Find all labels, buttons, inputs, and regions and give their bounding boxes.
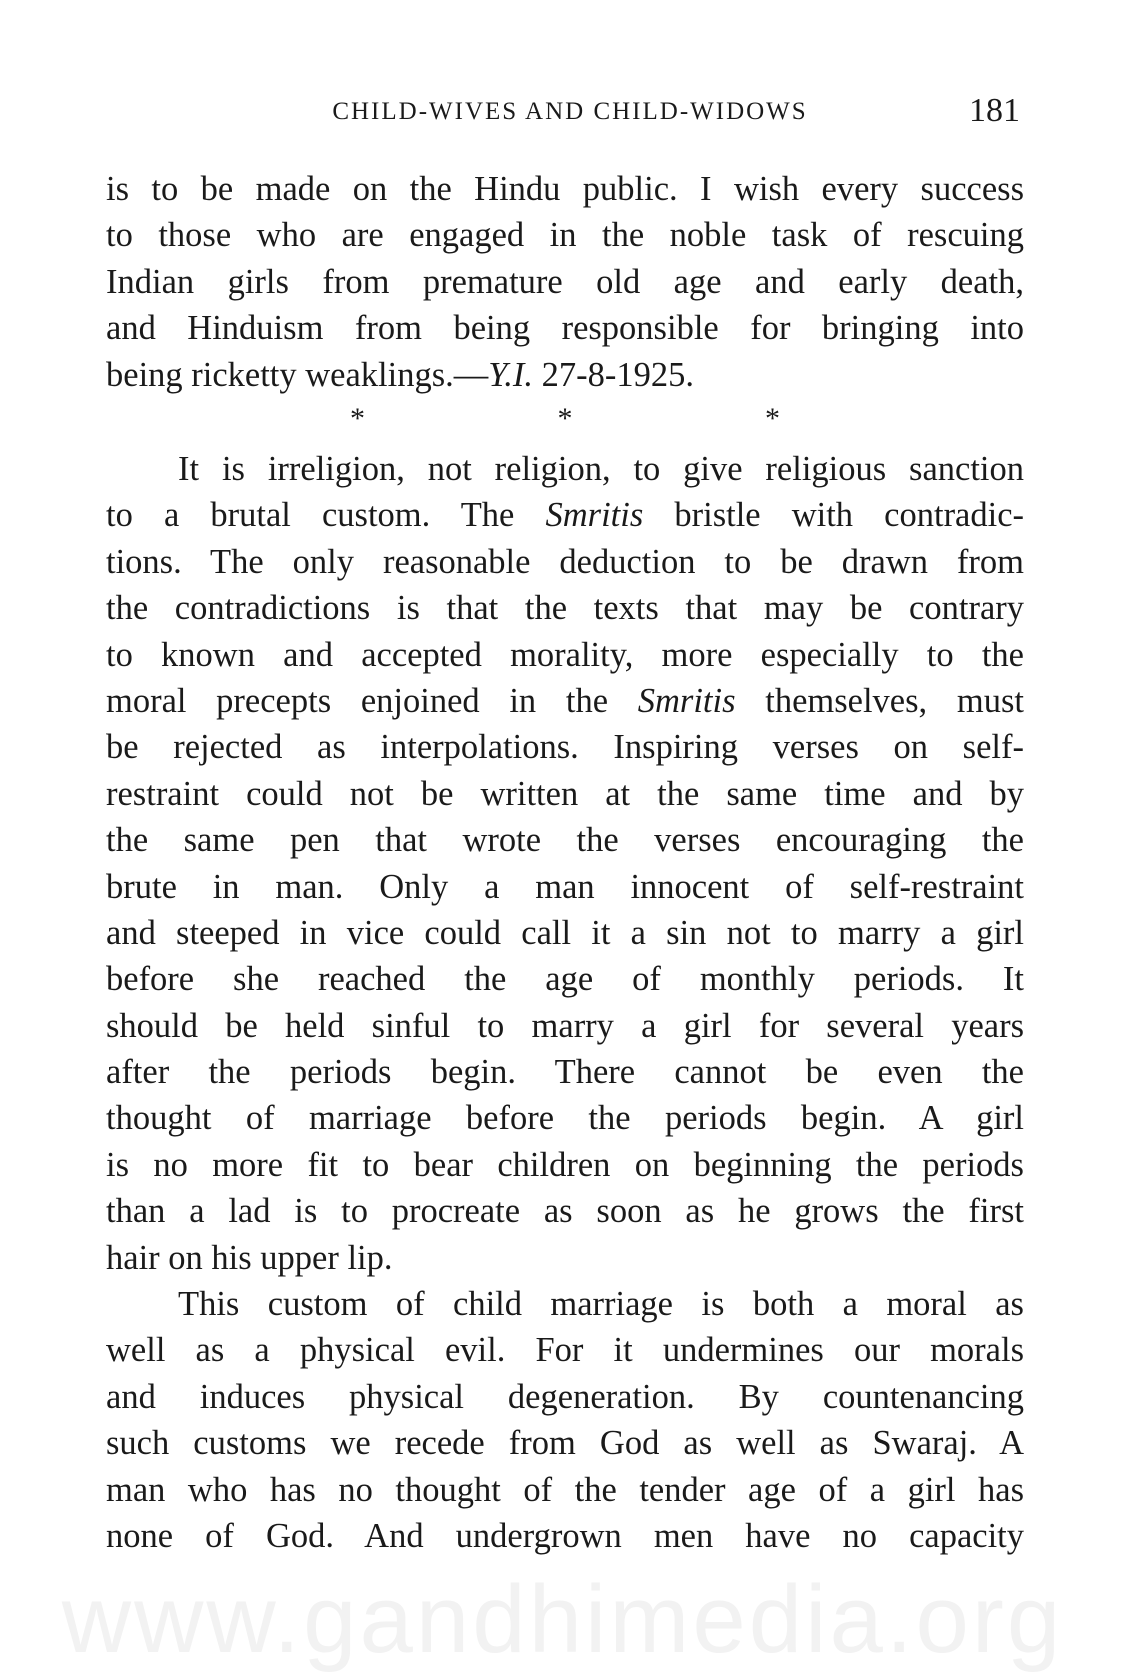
text-line: and steeped in vice could call it a sin not to marry a girl <box>106 913 1024 952</box>
text-line: Indian girls from premature old age and early death, <box>106 262 1024 301</box>
watermark: www.gandhimedia.org <box>61 1566 1064 1673</box>
text-line: after the periods begin. There cannot be even the <box>106 1053 1024 1092</box>
text-line: to known and accepted morality, more especially to the <box>106 635 1024 674</box>
text-fragment: themselves, must <box>735 681 1024 720</box>
text-line: such customs we recede from God as well as Swaraj. A <box>106 1424 1024 1463</box>
emphasis: Smritis <box>637 681 736 720</box>
text-fragment: moral precepts enjoined in the <box>106 681 638 720</box>
text-line: man who has no thought of the tender age of a girl has <box>106 1470 1024 1509</box>
text-fragment: to a brutal custom. The <box>106 496 546 535</box>
separator-star: * <box>350 402 365 435</box>
text-line: tions. The only reasonable deduction to be drawn from <box>106 542 1024 581</box>
text-line: than a lad is to procreate as soon as he grows the first <box>106 1192 1024 1231</box>
text-line <box>106 678 1024 724</box>
page-number: 181 <box>969 92 1020 129</box>
text-line: the contradictions is that the texts that may be contrary <box>106 589 1024 628</box>
text-line: thought of marriage before the periods begin. A girl <box>106 1099 1024 1138</box>
text-line: and induces physical degeneration. By countenancing <box>106 1377 1024 1416</box>
text-line: before she reached the age of monthly periods. It <box>106 960 1024 999</box>
source-citation: Y.I. <box>488 355 534 394</box>
text-line: This custom of child marriage is both a moral as <box>178 1285 1024 1324</box>
text-line: It is irreligion, not religion, to give religious sanction <box>178 450 1024 488</box>
main-text <box>106 446 1024 1559</box>
separator-star: * <box>557 402 573 435</box>
text-line: none of God. And undergrown men have no capacity <box>106 1516 1024 1555</box>
text-fragment: bristle with contradic- <box>643 496 1025 535</box>
text-fragment: being ricketty weaklings.— <box>106 355 489 394</box>
paragraph-1 <box>106 166 1024 398</box>
text-line: is to be made on the Hindu public. I wish every success <box>106 170 1024 208</box>
citation-date: 27-8-1925. <box>541 355 695 394</box>
text-line: and Hinduism from being responsible for bringing into <box>106 309 1024 348</box>
separator-star: * <box>765 402 780 435</box>
text-line: the same pen that wrote the verses encouraging the <box>106 821 1024 860</box>
emphasis: Smritis <box>545 496 644 535</box>
text-line: be rejected as interpolations. Inspiring verses on self- <box>106 728 1024 767</box>
text-line: hair on his upper lip. <box>106 1238 393 1277</box>
text-line: to those who are engaged in the noble task of rescuing <box>106 216 1024 255</box>
section-separator <box>350 402 780 436</box>
text-line: brute in man. Only a man innocent of self-restraint <box>106 867 1024 906</box>
text-line <box>106 492 1024 538</box>
text-line: is no more fit to bear children on beginning the periods <box>106 1145 1024 1184</box>
running-head: CHILD-WIVES AND CHILD-WIDOWS <box>332 98 808 125</box>
text-line: restraint could not be written at the same time and by <box>106 774 1024 813</box>
text-line: well as a physical evil. For it undermines our morals <box>106 1331 1024 1370</box>
text-line: should be held sinful to marry a girl for several years <box>106 1006 1024 1045</box>
text-line <box>106 352 1024 398</box>
